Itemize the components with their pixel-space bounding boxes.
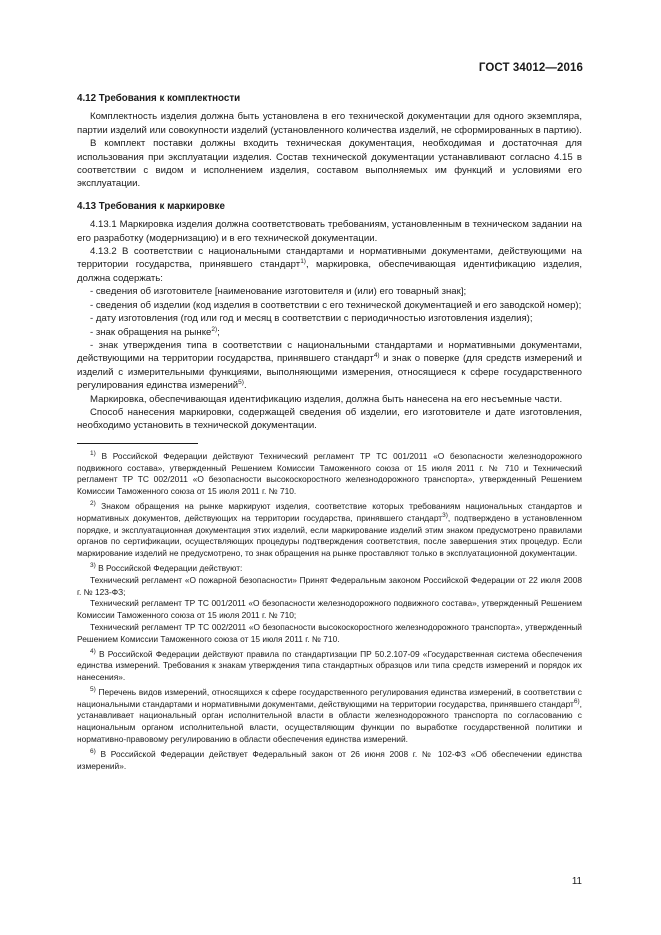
footnote-divider: [77, 443, 198, 444]
section-4-13-title: 4.13 Требования к маркировке: [77, 200, 225, 212]
footnote-4: $^{4)}$ В Российской Федерации действуют правила по стандартизации ПР 50.2.107-09 «Государственная система обеспечения единства измерений. Требования к знакам утверждения типа стандартных образцов или типа средств измерений и порядок их нанесения».: [77, 647, 582, 683]
footnote-ref: 1): [300, 258, 306, 266]
list-item: - знак обращения на рынке$^{2)}$;: [90, 325, 220, 338]
paragraph: 4.13.1 Маркировка изделия должна соответствовать требованиям, установленным в техническом задании на его разработку (модернизацию) и в его технической документации.: [77, 219, 582, 244]
standard-header: ГОСТ 34012—2016: [478, 62, 583, 74]
list-item: - знак утверждения типа в соответствии с национальными стандартами и нормативными документами, действующими на территории государства, принявшего стандарт$^{4)}$ и знак о поверке (для средств измерений и изделий с измерительными функциями, выполняющими измерения, относящиеся к сфере государственного регулирования единства измерений$^{5)}$.: [77, 339, 583, 392]
paragraph: 4.13.2 В соответствии с национальными стандартами и нормативными документами, действующими на территории государства, принявшего стандарт$^{1)}$, маркировка, обеспечивающая идентификацию изделия, должна содержать:: [77, 246, 582, 284]
list-item: - сведения об изготовителе [наименование изготовителя и (или) его товарный знак];: [90, 286, 467, 298]
footnote-ref: 2): [211, 325, 218, 333]
section-4-12-title: 4.12 Требования к комплектности: [77, 93, 241, 104]
footnote-1: $^{1)}$ В Российской Федерации действуют Технический регламент ТР ТС 001/2011 «О безопасности железнодорожного подвижного состава», утвержденный Решением Комиссии Таможенного союза от 15 июля 2011 г. № 710 и Технический регламент ТР ТС 002/2011 «О безопасности высокоскоростного железнодорожного транспорта», утвержденный Решением Комиссии Таможенного союза от 15 июля 2011 г. № 710.: [77, 449, 582, 497]
footnote-6: $^{6)}$ В Российской Федерации действует Федеральный закон от 26 июня 2008 г. № 102-ФЗ «Об обеспечении единства измерений».: [77, 748, 582, 771]
paragraph: В комплект поставки должны входить техническая документация, необходимая и достаточная для использования при эксплуатации изделия. Состав технической документации устанавливают согласно 4.15 в соответствии с видом и исполнением изделия, составом выполняемых им функций и условиями его эксплуатации.: [77, 138, 582, 190]
paragraph: Маркировка, обеспечивающая идентификацию изделия, должна быть нанесена на его несъемные части.: [90, 393, 563, 405]
footnote-ref: 5): [238, 378, 244, 386]
footnote-5: $^{5)}$ Перечень видов измерений, относящихся к сфере государственного регулирования единства измерений, в соответствии с национальными стандартами и нормативными документами, действующими на территории государства, принявшего стандарт$^{6)}$, устанавливает национальный орган исполнительной власти в области железнодорожного транспорта по согласованию с национальным органом исполнительной власти, осуществляющим функции по выработке государственной политики и нормативно-правовому регулированию в области обеспечения единства измерений.: [77, 686, 582, 745]
footnote-3: $^{3)}$ В Российской Федерации действуют: Технический регламент «О пожарной безопасности» Принят Федеральным законом Российской Федерации от 22 июля 2008 г. № 123-ФЗ; Технический регламент ТР ТС 001/2011 «О безопасности железнодорожного подвижного состава», утвержденный Решением Комиссии Таможенного союза от 15 июля 2011 г. № 710; Технический регламент ТР ТС 002/2011 «О безопасности высокоскоростного железнодорожного транспорта», утвержденный Решением Комиссии Таможенного союза от 15 июля 2011 г. № 710.: [77, 562, 582, 644]
paragraph: Способ нанесения маркировки, содержащей сведения об изделии, его изготовителе и дате изготовления, необходимо установить в технической документации.: [77, 406, 582, 432]
list-item: - сведения об изделии (код изделия в соответствии с его технической документацией и его заводской номер);: [90, 299, 582, 311]
list-item: - дату изготовления (год или год и месяц в соответствии с периодичностью изготовления изделия);: [90, 313, 533, 325]
document-body: [77, 92, 582, 775]
footnote-ref: 4): [373, 352, 380, 360]
page-number: 11: [571, 876, 582, 887]
footnote-2: $^{2)}$ Знаком обращения на рынке маркируют изделия, соответствие которых требованиям национальных стандартов и нормативных документов, действующих на территории государства, принявшего стандарт$^{3)}$, подтверждено в установленном порядке, и эксплуатационная документация этих изделий, если маркирование изделий этим знаком предусмотрено правилами органов по сертификации, осуществляющих процедуры подтверждения соответствия, после завершения этих процедур. Если маркирование изделий не предусмотрено, то знак обращения на рынке проставляют только в эксплуатационной документации.: [77, 500, 582, 559]
paragraph: Комплектность изделия должна быть установлена в его технической документации для одного экземпляра, партии изделий или совокупности изделий (установленного количества изделий, не сформированных в партию).: [77, 111, 582, 136]
